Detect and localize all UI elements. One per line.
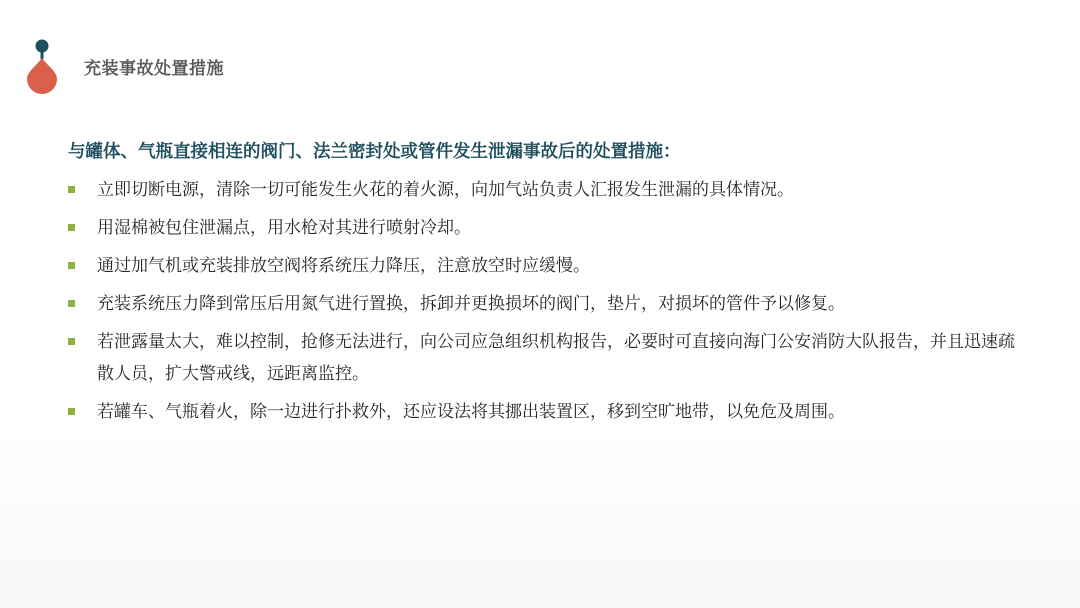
list-item-text: 充装系统压力降到常压后用氮气进行置换，拆卸并更换损坏的阀门，垫片，对损坏的管件予以修复。 (97, 294, 845, 314)
square-bullet-icon (68, 408, 75, 415)
list-item-text: 立即切断电源，清除一切可能发生火花的着火源，向加气站负责人汇报发生泄漏的具体情况。 (97, 180, 794, 200)
list-item (68, 396, 1028, 428)
page-title: 充装事故处置措施 (84, 59, 224, 79)
square-bullet-icon (68, 224, 75, 231)
square-bullet-icon (68, 300, 75, 307)
square-bullet-icon (68, 338, 75, 345)
list-item-text: 若罐车、气瓶着火，除一边进行扑救外，还应设法将其挪出装置区，移到空旷地带，以免危及周围。 (97, 402, 845, 422)
section-heading: 与罐体、气瓶直接相连的阀门、法兰密封处或管件发生泄漏事故后的处置措施： (68, 142, 681, 162)
list-item (68, 212, 1028, 244)
measures-list (68, 174, 1028, 434)
droplet-logo-icon (22, 36, 62, 94)
list-item (68, 174, 1028, 206)
square-bullet-icon (68, 262, 75, 269)
square-bullet-icon (68, 186, 75, 193)
list-item-text: 通过加气机或充装排放空阀将系统压力降压，注意放空时应缓慢。 (97, 256, 590, 276)
list-item (68, 288, 1028, 320)
list-item-text: 用湿棉被包住泄漏点，用水枪对其进行喷射冷却。 (97, 218, 471, 238)
list-item (68, 326, 1028, 390)
list-item (68, 250, 1028, 282)
list-item-text: 若泄露量太大，难以控制，抢修无法进行，向公司应急组织机构报告，必要时可直接向海门公安消防大队报告，并且迅速疏散人员，扩大警戒线，远距离监控。 (97, 332, 1015, 384)
